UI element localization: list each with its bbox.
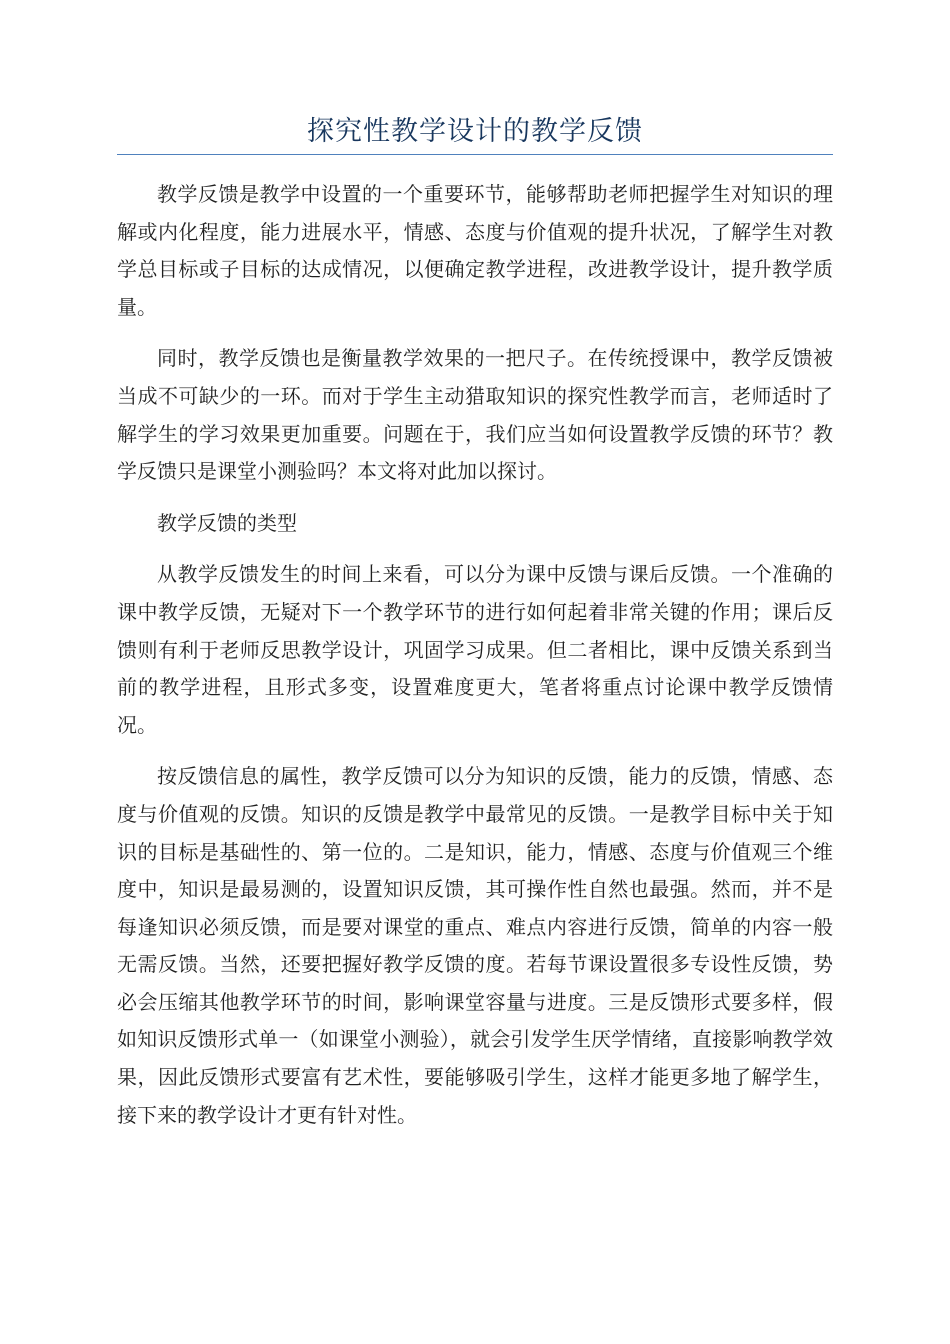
paragraph-attributes: 按反馈信息的属性，教学反馈可以分为知识的反馈，能力的反馈，情感、态度与价值观的反馈。知识的反馈是教学中最常见的反馈。一是教学目标中关于知识的目标是基础性的、第一位的。二是知识，能力，情感、态度与价值观三个维度中，知识是最易测的，设置知识反馈，其可操作性自然也最强。然而，并不是每逢知识必须反馈，而是要对课堂的重点、难点内容进行反馈，简单的内容一般无需反馈。当然，还要把握好教学反馈的度。若每节课设置很多专设性反馈，势必会压缩其他教学环节的时间，影响课堂容量与进度。三是反馈形式要多样，假如知识反馈形式单一（如课堂小测验），就会引发学生厌学情绪，直接影响教学效果，因此反馈形式要富有艺术性，要能够吸引学生，这样才能更多地了解学生，接下来的教学设计才更有针对性。 [117, 764, 833, 1127]
paragraph-measure: 同时，教学反馈也是衡量教学效果的一把尺子。在传统授课中，教学反馈被当成不可缺少的一环。而对于学生主动猎取知识的探究性教学而言，老师适时了解学生的学习效果更加重要。问题在于，我们应当如何设置教学反馈的环节？教学反馈只是课堂小测验吗？本文将对此加以探讨。 [117, 346, 833, 484]
page-title: 探究性教学设计的教学反馈 [307, 116, 643, 147]
section-heading-types: 教学反馈的类型 [157, 510, 297, 535]
paragraph-timing: 从教学反馈发生的时间上来看，可以分为课中反馈与课后反馈。一个准确的课中教学反馈，无疑对下一个教学环节的进行如何起着非常关键的作用；课后反馈则有利于老师反思教学设计，巩固学习成果。但二者相比，课中反馈关系到当前的教学进程，且形式多变，设置难度更大，笔者将重点讨论课中教学反馈情况。 [117, 562, 833, 737]
document-body [117, 176, 833, 1148]
title-underline [117, 154, 833, 155]
paragraph-intro: 教学反馈是教学中设置的一个重要环节，能够帮助老师把握学生对知识的理解或内化程度，能力进展水平，情感、态度与价值观的提升状况，了解学生对教学总目标或子目标的达成情况，以便确定教学进程，改进教学设计，提升教学质量。 [117, 182, 833, 319]
